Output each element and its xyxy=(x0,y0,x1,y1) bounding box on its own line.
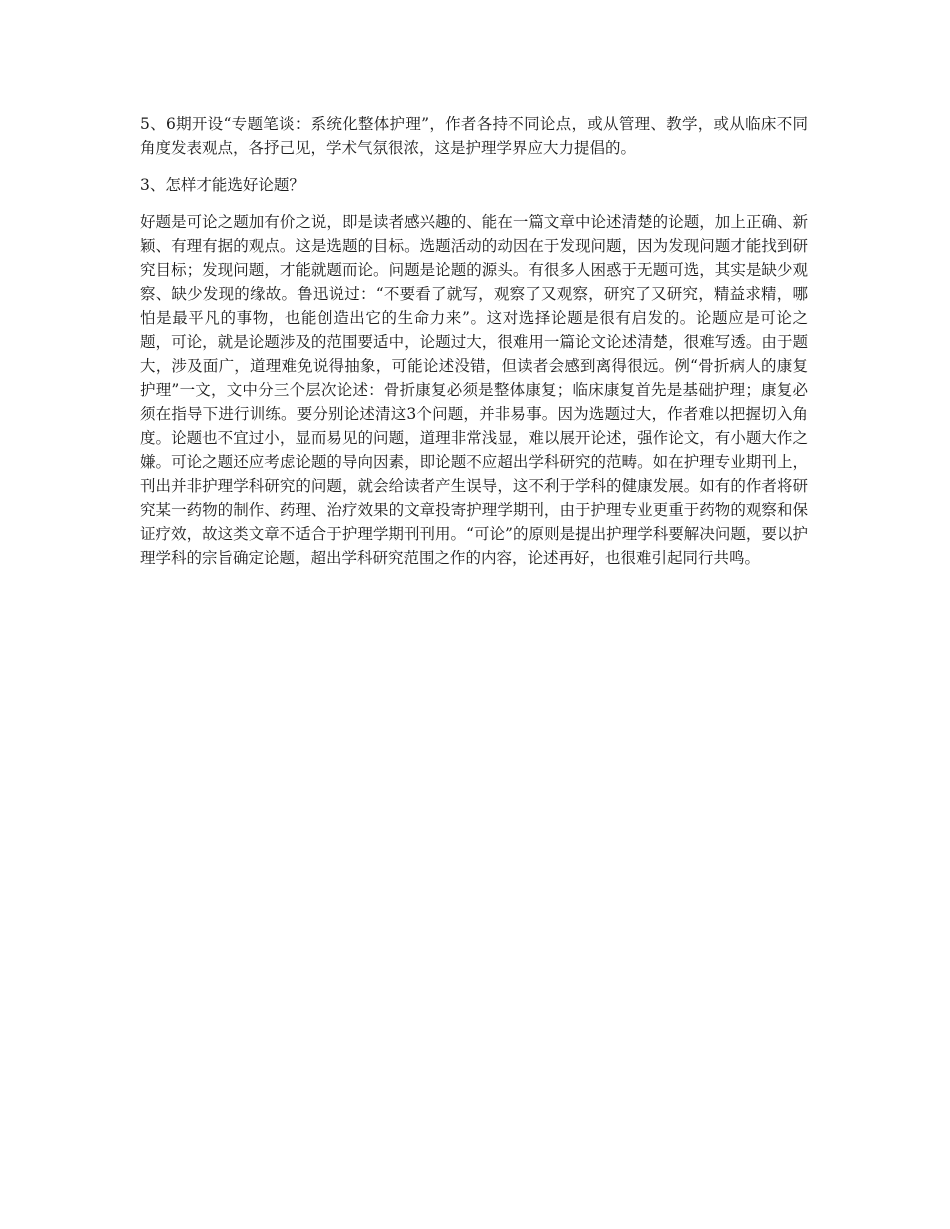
section-heading-topic-selection: 3、怎样才能选好论题？ xyxy=(140,176,305,194)
paragraph-special-column: 5、6期开设“专题笔谈：系统化整体护理”，作者各持不同论点，或从管理、教学，或从临床不同角度发表观点，各抒己见，学术气氛很浓，这是护理学界应大力提倡的。 xyxy=(140,115,808,157)
document-body xyxy=(140,112,808,583)
paragraph-good-topic: 好题是可论之题加有价之说，即是读者感兴趣的、能在一篇文章中论述清楚的论题，加上正确、新颖、有理有据的观点。这是选题的目标。选题活动的动因在于发现问题，因为发现问题才能找到研究目标；发现问题，才能就题而论。问题是论题的源头。有很多人困惑于无题可选，其实是缺少观察、缺少发现的缘故。鲁迅说过：“不要看了就写，观察了又观察，研究了又研究，精益求精，哪怕是最平凡的事物，也能创造出它的生命力来”。这对选择论题是很有启发的。论题应是可论之题，可论，就是论题涉及的范围要适中，论题过大，很难用一篇论文论述清楚，很难写透。由于题大，涉及面广，道理难免说得抽象，可能论述没错，但读者会感到离得很远。例“骨折病人的康复护理”一文，文中分三个层次论述：骨折康复必须是整体康复；临床康复首先是基础护理；康复必须在指导下进行训练。要分别论述清这3个问题，并非易事。因为选题过大，作者难以把握切入角度。论题也不宜过小，显而易见的问题，道理非常浅显，难以展开论述，强作论文，有小题大作之嫌。可论之题还应考虑论题的导向因素，即论题不应超出学科研究的范畴。如在护理专业期刊上，刊出并非护理学科研究的问题，就会给读者产生误导，这不利于学科的健康发展。如有的作者将研究某一药物的制作、药理、治疗效果的文章投寄护理学期刊，由于护理专业更重于药物的观察和保证疗效，故这类文章不适合于护理学期刊刊用。“可论”的原则是提出护理学科要解决问题，要以护理学科的宗旨确定论题，超出学科研究范围之作的内容，论述再好，也很难引起同行共鸣。 xyxy=(140,213,808,567)
